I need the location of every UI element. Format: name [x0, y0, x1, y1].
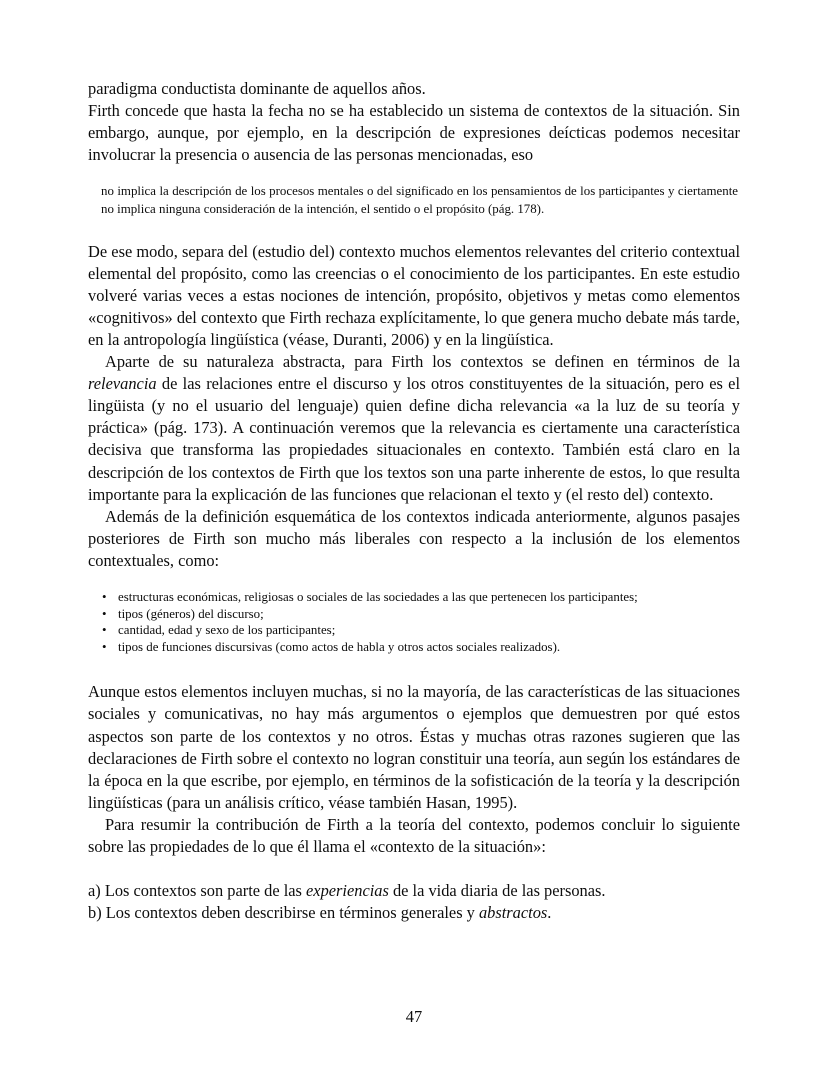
bullet-icon: • — [102, 639, 107, 654]
spacer — [88, 655, 740, 681]
paragraph-de-ese-modo: De ese modo, separa del (estudio del) contexto muchos elementos relevantes del criterio contextual elemental del propósito, como las creencias o el conocimiento de los participantes. En este estudio volveré varias veces a estas nociones de intención, propósito, objetivos y metas como elementos «cognitivos» del contexto que Firth rechaza explícitamente, lo que genera mucho debate más tarde, en la antropología lingüística (véase, Duranti, 2006) y en la lingüística. — [88, 241, 740, 349]
list-item-label: cantidad, edad y sexo de los participantes; — [118, 623, 336, 638]
page-content — [88, 78, 740, 924]
bullet-icon: • — [102, 589, 107, 604]
paragraph-aunque-estos-elementos: Aunque estos elementos incluyen muchas, si no la mayoría, de las características de las situaciones sociales y comunicativas, no hay más argumentos o ejemplos que demuestren por qué estos aspectos son parte de los contextos y no otros. Éstas y muchas otras razones sugieren que las declaraciones de Firth sobre el contexto no logran constituir una teoría, aun según los estándares de la época en la que escribe, por ejemplo, en términos de la sofisticación de la teoría y la descripción lingüísticas (para un análisis crítico, véase también Hasan, 1995). — [88, 682, 740, 812]
lettered-item-b-segment: b) Los contextos deben describirse en términos generales y — [88, 903, 479, 923]
spacer — [88, 219, 740, 241]
bullet-icon: • — [102, 606, 107, 621]
list-item — [101, 622, 740, 639]
lettered-item-b-segment: . — [547, 903, 552, 923]
emphasis-abstractos: abstractos — [478, 903, 548, 923]
paragraph-firth-concede: Firth concede que hasta la fecha no se ha establecido un sistema de contextos de la situación. Sin embargo, aunque, por ejemplo, en la descripción de expresiones deícticas podemos necesitar involucrar la presencia o ausencia de las personas mencionadas, eso — [88, 101, 740, 165]
list-item — [101, 639, 740, 656]
emphasis-experiencias: experiencias — [306, 881, 389, 901]
paragraph-aparte-naturaleza — [88, 351, 740, 506]
contextual-elements-list — [88, 589, 740, 655]
paragraph-para-resumir: Para resumir la contribución de Firth a la teoría del contexto, podemos concluir lo siguiente sobre las propiedades de lo que él llama el «contexto de la situación»: — [88, 814, 740, 856]
lettered-item-a — [88, 880, 740, 902]
paragraph-ademas-definicion: Además de la definición esquemática de los contextos indicada anteriormente, algunos pasajes posteriores de Firth son mucho más liberales con respecto a la inclusión de los elementos contextuales, como: — [88, 506, 740, 570]
spacer — [88, 858, 740, 880]
spacer — [88, 572, 740, 589]
lettered-item-a-segment: de la vida diaria de las personas. — [388, 881, 606, 901]
list-item-label: estructuras económicas, religiosas o sociales de las sociedades a las que pertenecen los participantes; — [118, 589, 638, 604]
paragraph-text-segment: Aparte de su naturaleza abstracta, para Firth los contextos se definen en términos de la — [105, 352, 740, 372]
spacer — [88, 166, 740, 183]
list-item-label: tipos (géneros) del discurso; — [118, 606, 264, 621]
lettered-item-a-segment: a) Los contextos son parte de las — [88, 881, 307, 901]
paragraph-text-segment: de las relaciones entre el discurso y los otros constituyentes de la situación, pero es el lingüista (y no el usuario del lenguaje) quien define dicha relevancia «a la luz de su teoría y práctica» (pág. 173). A continuación veremos que la relevancia es ciertamente una característica decisiva que transforma las propiedades situacionales en contexto. También está claro en la descripción de los contextos de Firth que los textos son una parte inherente de estos, lo que resulta importante para la explicación de las funciones que relacionan el texto y (el resto del) contexto. — [88, 374, 740, 504]
list-item-label: tipos de funciones discursivas (como actos de habla y otros actos sociales realizados). — [118, 639, 561, 654]
blockquote-pag-178: no implica la descripción de los procesos mentales o del significado en los pensamientos de los participantes y ciertamente no implica ninguna consideración de la intención, el sentido o el propósito (pág. 178). — [101, 184, 738, 216]
emphasis-relevancia: relevancia — [88, 374, 157, 394]
page-number: 47 — [405, 1007, 423, 1026]
lettered-item-b — [88, 902, 740, 924]
list-item — [101, 606, 740, 623]
bullet-icon: • — [102, 623, 107, 638]
list-item — [101, 589, 740, 606]
paragraph-continuation: paradigma conductista dominante de aquellos años. — [88, 79, 426, 98]
